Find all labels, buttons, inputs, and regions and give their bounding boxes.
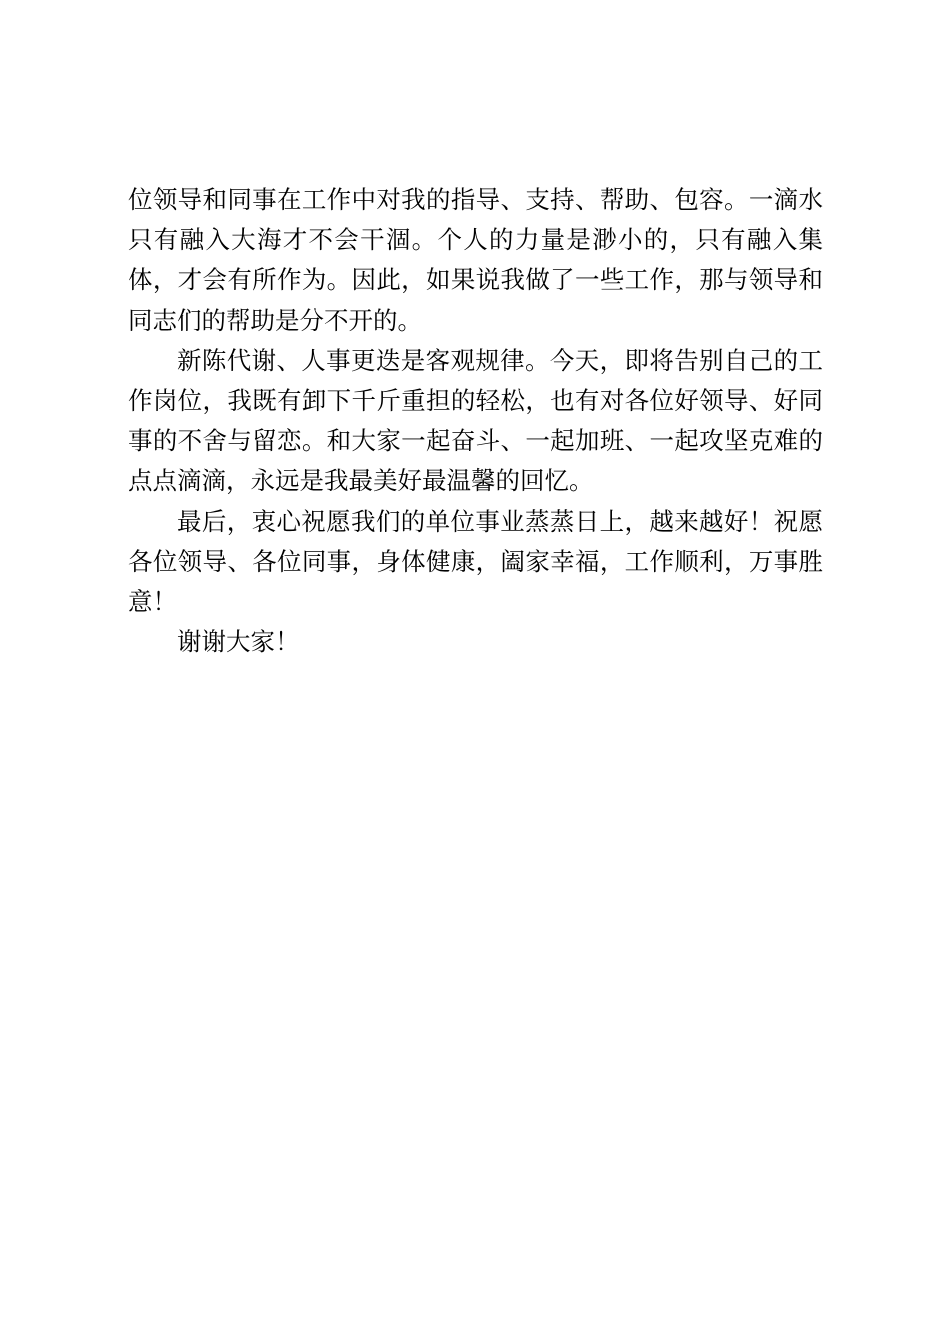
paragraph-wishes: 最后，衷心祝愿我们的单位事业蒸蒸日上，越来越好！祝愿各位领导、各位同事，身体健康，阖家幸福，工作顺利，万事胜意！ [128, 506, 823, 617]
paragraph-continuation: 位领导和同事在工作中对我的指导、支持、帮助、包容。一滴水只有融入大海才不会干涸。个人的力量是渺小的，只有融入集体，才会有所作为。因此，如果说我做了一些工作，那与领导和同志们的帮助是分不开的。 [128, 185, 823, 335]
document-body [128, 180, 823, 662]
paragraph-thanks: 谢谢大家！ [177, 627, 300, 657]
paragraph-succession: 新陈代谢、人事更迭是客观规律。今天，即将告别自己的工作岗位，我既有卸下千斤重担的轻松，也有对各位好领导、好同事的不舍与留恋。和大家一起奋斗、一起加班、一起攻坚克难的点点滴滴，永远是我最美好最温馨的回忆。 [128, 345, 823, 496]
